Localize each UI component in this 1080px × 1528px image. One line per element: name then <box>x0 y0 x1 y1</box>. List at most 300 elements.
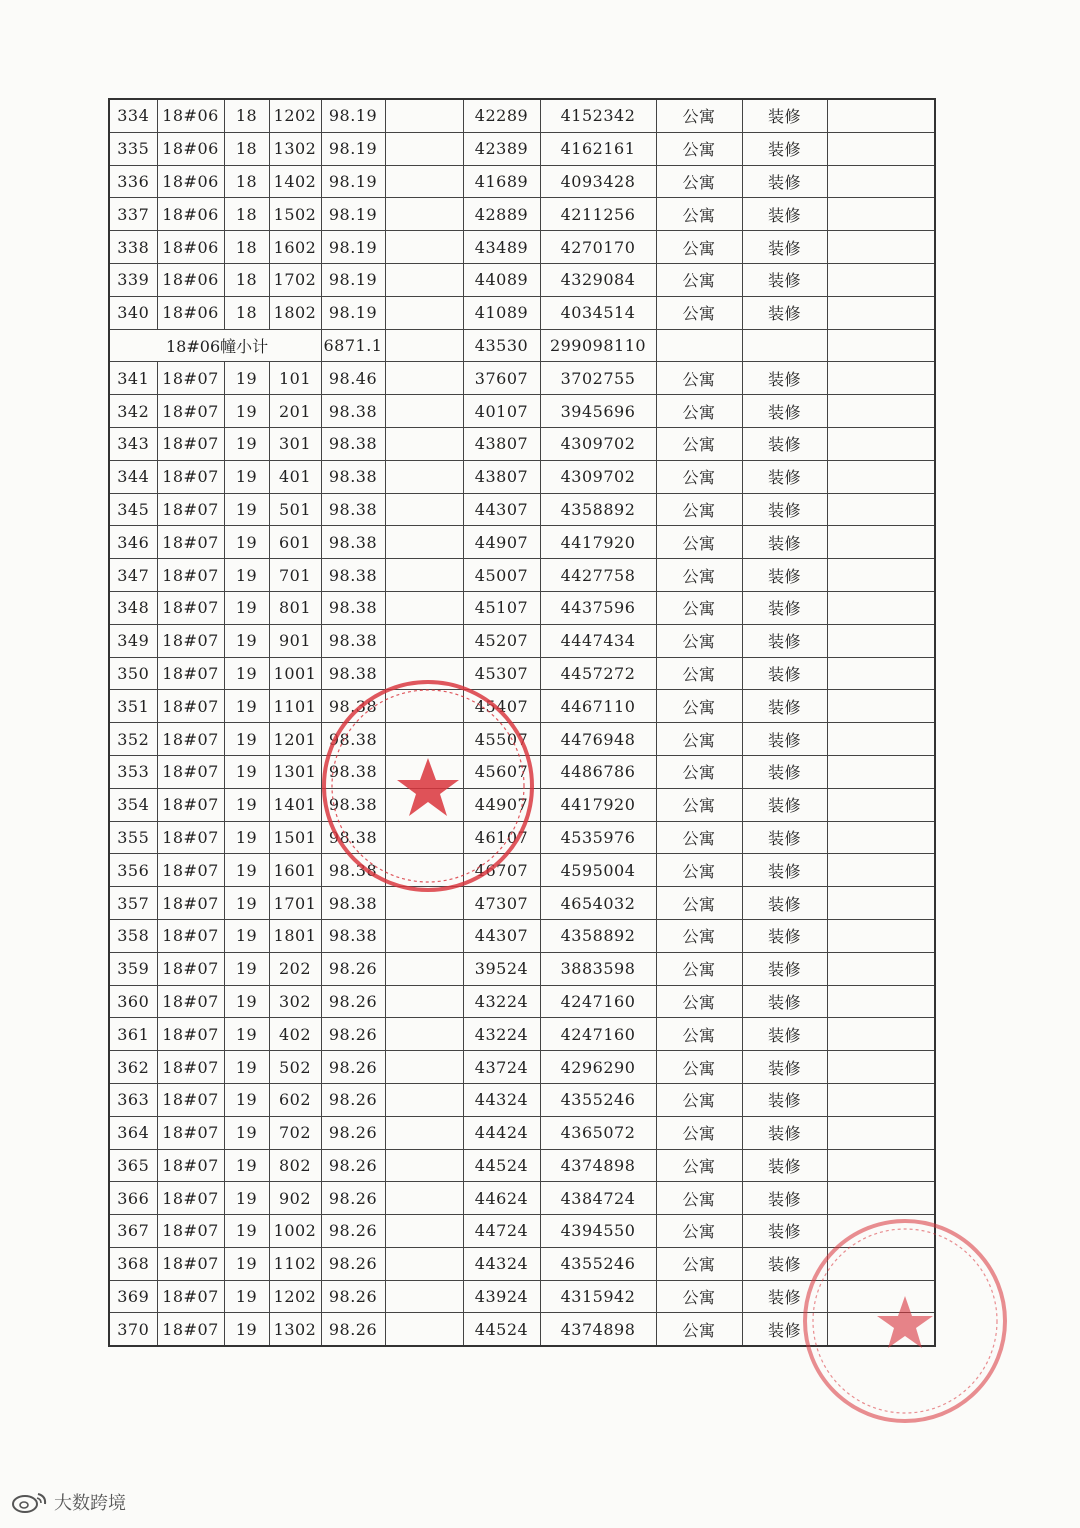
decoration-status-cell: 装修 <box>742 1051 827 1084</box>
area-cell: 98.26 <box>321 952 385 985</box>
total-price-cell: 4358892 <box>540 919 656 952</box>
area-cell: 98.19 <box>321 198 385 231</box>
decoration-status-cell: 装修 <box>742 690 827 723</box>
area-cell: 98.26 <box>321 1083 385 1116</box>
decoration-status-cell: 装修 <box>742 952 827 985</box>
floor-count-cell: 19 <box>224 493 269 526</box>
blank-cell <box>385 690 463 723</box>
table-row <box>109 1149 935 1182</box>
decoration-status-cell: 装修 <box>742 526 827 559</box>
building-cell: 18#07 <box>157 493 224 526</box>
blank-cell <box>385 821 463 854</box>
decoration-status-cell: 装修 <box>742 624 827 657</box>
building-cell: 18#07 <box>157 1280 224 1313</box>
row-number-cell: 366 <box>109 1182 157 1215</box>
blank-cell <box>385 395 463 428</box>
row-number-cell: 346 <box>109 526 157 559</box>
floor-count-cell: 19 <box>224 624 269 657</box>
unit-price-cell: 37607 <box>463 362 540 395</box>
room-number-cell: 1302 <box>269 132 321 165</box>
unit-price-cell: 44907 <box>463 788 540 821</box>
decoration-status-cell: 装修 <box>742 1116 827 1149</box>
remark-cell <box>827 1083 935 1116</box>
property-type-cell: 公寓 <box>656 362 742 395</box>
unit-price-cell: 39524 <box>463 952 540 985</box>
price-table <box>108 98 936 1347</box>
decoration-status-cell: 装修 <box>742 427 827 460</box>
room-number-cell: 1501 <box>269 821 321 854</box>
room-number-cell: 1101 <box>269 690 321 723</box>
area-cell: 98.38 <box>321 591 385 624</box>
total-price-cell: 4476948 <box>540 723 656 756</box>
floor-count-cell: 19 <box>224 1313 269 1346</box>
building-cell: 18#07 <box>157 1149 224 1182</box>
table-row <box>109 99 935 132</box>
blank-cell <box>385 952 463 985</box>
total-price-cell: 4093428 <box>540 165 656 198</box>
remark-cell <box>827 1018 935 1051</box>
row-number-cell: 337 <box>109 198 157 231</box>
property-type-cell: 公寓 <box>656 460 742 493</box>
building-cell: 18#07 <box>157 624 224 657</box>
building-cell: 18#06 <box>157 231 224 264</box>
building-cell: 18#07 <box>157 723 224 756</box>
floor-count-cell: 18 <box>224 263 269 296</box>
blank-cell <box>385 1116 463 1149</box>
total-price-cell: 4417920 <box>540 788 656 821</box>
property-type-cell: 公寓 <box>656 755 742 788</box>
area-cell: 98.38 <box>321 723 385 756</box>
blank-cell <box>385 99 463 132</box>
total-price-cell: 4437596 <box>540 591 656 624</box>
property-type-cell: 公寓 <box>656 1247 742 1280</box>
total-price-cell: 4374898 <box>540 1313 656 1346</box>
area-cell: 98.26 <box>321 1313 385 1346</box>
remark-cell <box>827 1149 935 1182</box>
room-number-cell: 901 <box>269 624 321 657</box>
room-number-cell: 1202 <box>269 1280 321 1313</box>
unit-price-cell: 43924 <box>463 1280 540 1313</box>
decoration-status-cell: 装修 <box>742 132 827 165</box>
total-price-cell: 4417920 <box>540 526 656 559</box>
total-price-cell: 4535976 <box>540 821 656 854</box>
table-row <box>109 1116 935 1149</box>
table-row <box>109 1182 935 1215</box>
room-number-cell: 1001 <box>269 657 321 690</box>
area-cell: 98.38 <box>321 460 385 493</box>
blank-cell <box>385 854 463 887</box>
unit-price-cell: 41689 <box>463 165 540 198</box>
decoration-status-cell: 装修 <box>742 263 827 296</box>
property-type-cell: 公寓 <box>656 395 742 428</box>
row-number-cell: 341 <box>109 362 157 395</box>
total-price-cell: 4358892 <box>540 493 656 526</box>
table-row <box>109 263 935 296</box>
decoration-status-cell: 装修 <box>742 1215 827 1248</box>
table-row <box>109 296 935 329</box>
price-list-sheet <box>108 98 934 1347</box>
building-cell: 18#07 <box>157 427 224 460</box>
floor-count-cell: 19 <box>224 1149 269 1182</box>
row-number-cell: 338 <box>109 231 157 264</box>
room-number-cell: 1102 <box>269 1247 321 1280</box>
unit-price-cell: 44307 <box>463 919 540 952</box>
blank-cell <box>385 985 463 1018</box>
decoration-status-cell: 装修 <box>742 887 827 920</box>
blank-cell <box>385 362 463 395</box>
unit-price-cell: 41089 <box>463 296 540 329</box>
table-row <box>109 1018 935 1051</box>
table-row <box>109 919 935 952</box>
blank-cell <box>385 887 463 920</box>
table-row <box>109 591 935 624</box>
blank-cell <box>385 657 463 690</box>
row-number-cell: 334 <box>109 99 157 132</box>
building-cell: 18#07 <box>157 591 224 624</box>
row-number-cell: 370 <box>109 1313 157 1346</box>
blank-cell <box>385 460 463 493</box>
floor-count-cell: 19 <box>224 1280 269 1313</box>
building-cell: 18#07 <box>157 526 224 559</box>
building-cell: 18#06 <box>157 132 224 165</box>
floor-count-cell: 19 <box>224 755 269 788</box>
room-number-cell: 502 <box>269 1051 321 1084</box>
blank-cell <box>385 526 463 559</box>
area-cell: 98.38 <box>321 559 385 592</box>
remark-cell <box>827 1280 935 1313</box>
unit-price-cell: 44524 <box>463 1149 540 1182</box>
row-number-cell: 358 <box>109 919 157 952</box>
total-price-cell: 4296290 <box>540 1051 656 1084</box>
remark-cell <box>827 231 935 264</box>
building-cell: 18#07 <box>157 821 224 854</box>
area-cell: 98.19 <box>321 296 385 329</box>
room-number-cell: 601 <box>269 526 321 559</box>
room-number-cell: 1701 <box>269 887 321 920</box>
table-row <box>109 690 935 723</box>
decoration-status-cell: 装修 <box>742 821 827 854</box>
decoration-status-cell: 装修 <box>742 296 827 329</box>
room-number-cell: 1301 <box>269 755 321 788</box>
building-cell: 18#07 <box>157 755 224 788</box>
table-row <box>109 723 935 756</box>
remark-cell <box>827 624 935 657</box>
decoration-status-cell: 装修 <box>742 1247 827 1280</box>
remark-cell <box>827 132 935 165</box>
property-type-cell: 公寓 <box>656 1018 742 1051</box>
table-row <box>109 559 935 592</box>
area-cell: 98.26 <box>321 1149 385 1182</box>
table-row <box>109 985 935 1018</box>
building-cell: 18#07 <box>157 854 224 887</box>
remark-cell <box>827 657 935 690</box>
table-row <box>109 395 935 428</box>
table-row <box>109 887 935 920</box>
blank-cell <box>385 165 463 198</box>
property-type-cell: 公寓 <box>656 1182 742 1215</box>
area-cell: 98.38 <box>321 624 385 657</box>
floor-count-cell: 19 <box>224 362 269 395</box>
table-row <box>109 788 935 821</box>
building-cell: 18#06 <box>157 296 224 329</box>
total-price-cell: 299098110 <box>540 329 656 362</box>
unit-price-cell: 43807 <box>463 460 540 493</box>
property-type-cell: 公寓 <box>656 952 742 985</box>
building-cell: 18#07 <box>157 690 224 723</box>
source-watermark <box>10 1490 126 1514</box>
decoration-status-cell: 装修 <box>742 362 827 395</box>
blank-cell <box>385 329 463 362</box>
room-number-cell: 902 <box>269 1182 321 1215</box>
unit-price-cell: 43224 <box>463 985 540 1018</box>
building-cell: 18#07 <box>157 1215 224 1248</box>
area-cell: 98.19 <box>321 99 385 132</box>
unit-price-cell: 44324 <box>463 1083 540 1116</box>
floor-count-cell: 19 <box>224 821 269 854</box>
blank-cell <box>385 559 463 592</box>
remark-cell <box>827 1313 935 1346</box>
room-number-cell: 101 <box>269 362 321 395</box>
total-price-cell: 3883598 <box>540 952 656 985</box>
area-cell: 98.26 <box>321 1247 385 1280</box>
building-cell: 18#07 <box>157 1247 224 1280</box>
floor-count-cell: 19 <box>224 591 269 624</box>
row-number-cell: 350 <box>109 657 157 690</box>
property-type-cell: 公寓 <box>656 788 742 821</box>
unit-price-cell: 45007 <box>463 559 540 592</box>
room-number-cell: 1202 <box>269 99 321 132</box>
building-cell: 18#07 <box>157 1083 224 1116</box>
total-price-cell: 4467110 <box>540 690 656 723</box>
building-cell: 18#07 <box>157 985 224 1018</box>
property-type-cell: 公寓 <box>656 526 742 559</box>
unit-price-cell: 43224 <box>463 1018 540 1051</box>
blank-cell <box>385 1051 463 1084</box>
property-type-cell: 公寓 <box>656 1313 742 1346</box>
total-price-cell: 4034514 <box>540 296 656 329</box>
room-number-cell: 702 <box>269 1116 321 1149</box>
row-number-cell: 347 <box>109 559 157 592</box>
property-type-cell: 公寓 <box>656 985 742 1018</box>
area-cell: 98.38 <box>321 788 385 821</box>
remark-cell <box>827 99 935 132</box>
property-type-cell: 公寓 <box>656 723 742 756</box>
building-cell: 18#07 <box>157 559 224 592</box>
room-number-cell: 701 <box>269 559 321 592</box>
table-row <box>109 1051 935 1084</box>
building-cell: 18#07 <box>157 460 224 493</box>
blank-cell <box>385 263 463 296</box>
blank-cell <box>385 1215 463 1248</box>
row-number-cell: 340 <box>109 296 157 329</box>
building-cell: 18#07 <box>157 952 224 985</box>
property-type-cell: 公寓 <box>656 821 742 854</box>
subtotal-row <box>109 329 935 362</box>
total-price-cell: 4486786 <box>540 755 656 788</box>
decoration-status-cell: 装修 <box>742 460 827 493</box>
floor-count-cell: 18 <box>224 231 269 264</box>
floor-count-cell: 18 <box>224 99 269 132</box>
property-type-cell: 公寓 <box>656 493 742 526</box>
decoration-status-cell: 装修 <box>742 985 827 1018</box>
remark-cell <box>827 919 935 952</box>
area-cell: 98.38 <box>321 657 385 690</box>
remark-cell <box>827 296 935 329</box>
remark-cell <box>827 1215 935 1248</box>
total-price-cell: 4152342 <box>540 99 656 132</box>
table-row <box>109 952 935 985</box>
total-price-cell: 4247160 <box>540 985 656 1018</box>
blank-cell <box>385 296 463 329</box>
room-number-cell: 402 <box>269 1018 321 1051</box>
total-price-cell: 4247160 <box>540 1018 656 1051</box>
property-type-cell: 公寓 <box>656 919 742 952</box>
blank-cell <box>385 755 463 788</box>
table-row <box>109 821 935 854</box>
floor-count-cell: 18 <box>224 165 269 198</box>
total-price-cell: 4309702 <box>540 460 656 493</box>
remark-cell <box>827 1116 935 1149</box>
total-price-cell: 4654032 <box>540 887 656 920</box>
building-cell: 18#07 <box>157 1051 224 1084</box>
subtotal-label-cell: 18#06幢小计 <box>109 329 321 362</box>
building-cell: 18#07 <box>157 887 224 920</box>
table-row <box>109 1247 935 1280</box>
remark-cell <box>827 723 935 756</box>
room-number-cell: 1602 <box>269 231 321 264</box>
remark-cell <box>827 952 935 985</box>
row-number-cell: 336 <box>109 165 157 198</box>
area-cell: 98.19 <box>321 231 385 264</box>
property-type-cell: 公寓 <box>656 624 742 657</box>
decoration-status-cell: 装修 <box>742 854 827 887</box>
remark-cell <box>827 559 935 592</box>
property-type-cell: 公寓 <box>656 657 742 690</box>
decoration-status-cell: 装修 <box>742 657 827 690</box>
blank-cell <box>385 1018 463 1051</box>
remark-cell <box>827 755 935 788</box>
row-number-cell: 335 <box>109 132 157 165</box>
row-number-cell: 345 <box>109 493 157 526</box>
building-cell: 18#07 <box>157 657 224 690</box>
room-number-cell: 401 <box>269 460 321 493</box>
decoration-status-cell: 装修 <box>742 1182 827 1215</box>
remark-cell <box>827 198 935 231</box>
row-number-cell: 361 <box>109 1018 157 1051</box>
floor-count-cell: 19 <box>224 1051 269 1084</box>
area-cell: 98.38 <box>321 854 385 887</box>
unit-price-cell: 46707 <box>463 854 540 887</box>
unit-price-cell: 45207 <box>463 624 540 657</box>
blank-cell <box>385 1182 463 1215</box>
row-number-cell: 343 <box>109 427 157 460</box>
price-table-body <box>109 99 935 1346</box>
area-cell: 98.38 <box>321 821 385 854</box>
total-price-cell: 4211256 <box>540 198 656 231</box>
table-row <box>109 493 935 526</box>
building-cell: 18#07 <box>157 919 224 952</box>
building-cell: 18#06 <box>157 198 224 231</box>
unit-price-cell: 42889 <box>463 198 540 231</box>
room-number-cell: 1402 <box>269 165 321 198</box>
row-number-cell: 359 <box>109 952 157 985</box>
room-number-cell: 301 <box>269 427 321 460</box>
row-number-cell: 369 <box>109 1280 157 1313</box>
area-cell: 98.26 <box>321 1182 385 1215</box>
area-cell: 98.19 <box>321 165 385 198</box>
decoration-status-cell: 装修 <box>742 1280 827 1313</box>
total-price-cell: 4427758 <box>540 559 656 592</box>
table-row <box>109 657 935 690</box>
property-type-cell: 公寓 <box>656 591 742 624</box>
table-row <box>109 854 935 887</box>
decoration-status-cell: 装修 <box>742 99 827 132</box>
table-row <box>109 526 935 559</box>
total-price-cell: 4457272 <box>540 657 656 690</box>
room-number-cell: 302 <box>269 985 321 1018</box>
floor-count-cell: 19 <box>224 1083 269 1116</box>
area-cell: 98.38 <box>321 919 385 952</box>
blank-cell <box>385 427 463 460</box>
area-cell: 98.19 <box>321 263 385 296</box>
unit-price-cell: 40107 <box>463 395 540 428</box>
remark-cell <box>827 526 935 559</box>
row-number-cell: 354 <box>109 788 157 821</box>
total-price-cell: 4355246 <box>540 1083 656 1116</box>
row-number-cell: 348 <box>109 591 157 624</box>
floor-count-cell: 19 <box>224 854 269 887</box>
row-number-cell: 356 <box>109 854 157 887</box>
floor-count-cell: 18 <box>224 296 269 329</box>
floor-count-cell: 19 <box>224 919 269 952</box>
blank-cell <box>385 198 463 231</box>
blank-cell <box>385 723 463 756</box>
blank-cell <box>385 132 463 165</box>
blank-cell <box>385 1280 463 1313</box>
row-number-cell: 368 <box>109 1247 157 1280</box>
building-cell: 18#07 <box>157 1182 224 1215</box>
remark-cell <box>827 1051 935 1084</box>
building-cell: 18#07 <box>157 1313 224 1346</box>
remark-cell <box>827 362 935 395</box>
table-row <box>109 362 935 395</box>
remark-cell <box>827 985 935 1018</box>
row-number-cell: 339 <box>109 263 157 296</box>
remark-cell <box>827 788 935 821</box>
total-price-cell: 4595004 <box>540 854 656 887</box>
total-price-cell: 4309702 <box>540 427 656 460</box>
property-type-cell: 公寓 <box>656 690 742 723</box>
total-price-cell: 4315942 <box>540 1280 656 1313</box>
area-cell: 98.26 <box>321 1215 385 1248</box>
blank-cell <box>385 1149 463 1182</box>
blank-cell <box>385 788 463 821</box>
building-cell: 18#07 <box>157 1018 224 1051</box>
floor-count-cell: 19 <box>224 559 269 592</box>
area-cell: 98.38 <box>321 755 385 788</box>
unit-price-cell: 44089 <box>463 263 540 296</box>
floor-count-cell: 19 <box>224 985 269 1018</box>
decoration-status-cell: 装修 <box>742 755 827 788</box>
property-type-cell: 公寓 <box>656 559 742 592</box>
total-price-cell: 4329084 <box>540 263 656 296</box>
decoration-status-cell: 装修 <box>742 1018 827 1051</box>
property-type-cell <box>656 329 742 362</box>
property-type-cell: 公寓 <box>656 231 742 264</box>
floor-count-cell: 19 <box>224 690 269 723</box>
floor-count-cell: 19 <box>224 1116 269 1149</box>
decoration-status-cell: 装修 <box>742 788 827 821</box>
